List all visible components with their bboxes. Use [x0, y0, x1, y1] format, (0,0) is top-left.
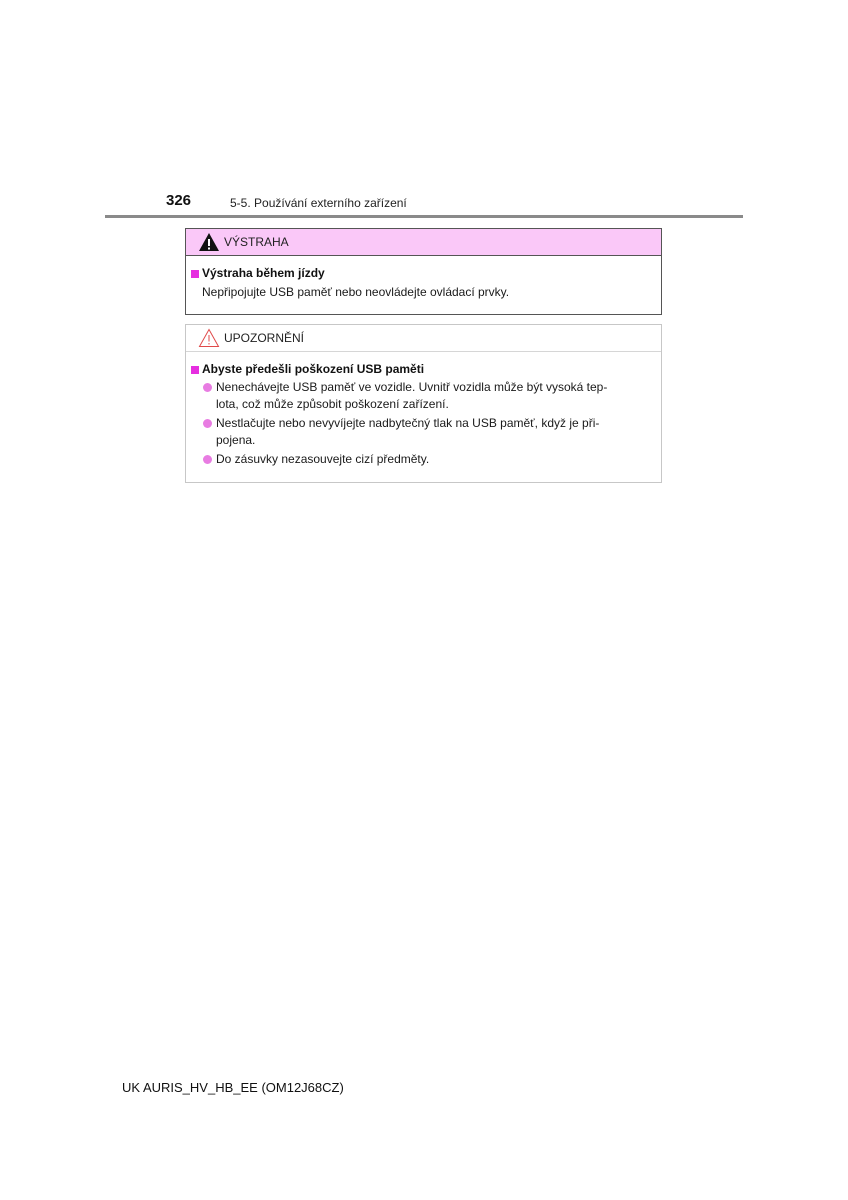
warning-item-title: [191, 265, 655, 282]
caution-box: [185, 324, 662, 483]
caution-triangle-outline-icon: [198, 328, 220, 348]
warning-label: VÝSTRAHA: [224, 235, 289, 249]
list-item: [203, 415, 655, 449]
warning-box: [185, 228, 662, 315]
list-item: [203, 379, 655, 413]
document-code: UK AURIS_HV_HB_EE (OM12J68CZ): [122, 1080, 344, 1095]
caution-item-title: [191, 361, 655, 378]
list-item-text: [216, 415, 655, 449]
square-bullet-icon: [191, 366, 199, 374]
caution-box-body: [186, 352, 661, 468]
header-divider: [105, 215, 743, 218]
warning-triangle-filled-icon: [198, 232, 220, 252]
round-bullet-icon: [203, 419, 212, 428]
round-bullet-icon: [203, 383, 212, 392]
square-bullet-icon: [191, 270, 199, 278]
warning-item-title-text: Výstraha během jízdy: [202, 266, 325, 280]
page-number: 326: [166, 192, 192, 209]
list-item-line: pojena.: [216, 433, 256, 447]
caution-item-title-text: Abyste předešli poškození USB paměti: [202, 362, 425, 376]
caution-box-header: [186, 325, 661, 352]
section-title: 5-5. Používání externího zařízení: [230, 196, 407, 210]
caution-label: UPOZORNĚNÍ: [224, 331, 305, 345]
list-item-text: [216, 379, 655, 413]
warning-box-body: [186, 256, 661, 301]
list-item: [203, 451, 655, 468]
list-item-line: lota, což může způsobit poškození zařízení.: [216, 397, 449, 411]
list-item-line: Do zásuvky nezasouvejte cizí předměty.: [216, 452, 430, 466]
round-bullet-icon: [203, 455, 212, 464]
list-item-text: [216, 451, 655, 468]
list-item-line: Nestlačujte nebo nevyvíjejte nadbytečný tlak na USB paměť, když je při-: [216, 416, 600, 430]
warning-box-header: [186, 229, 661, 256]
list-item-line: Nenechávejte USB paměť ve vozidle. Uvnitř vozidla může být vysoká tep-: [216, 380, 608, 394]
warning-item-text: Nepřipojujte USB paměť nebo neovládejte ovládací prvky.: [202, 285, 510, 299]
caution-bullet-list: [191, 379, 655, 468]
